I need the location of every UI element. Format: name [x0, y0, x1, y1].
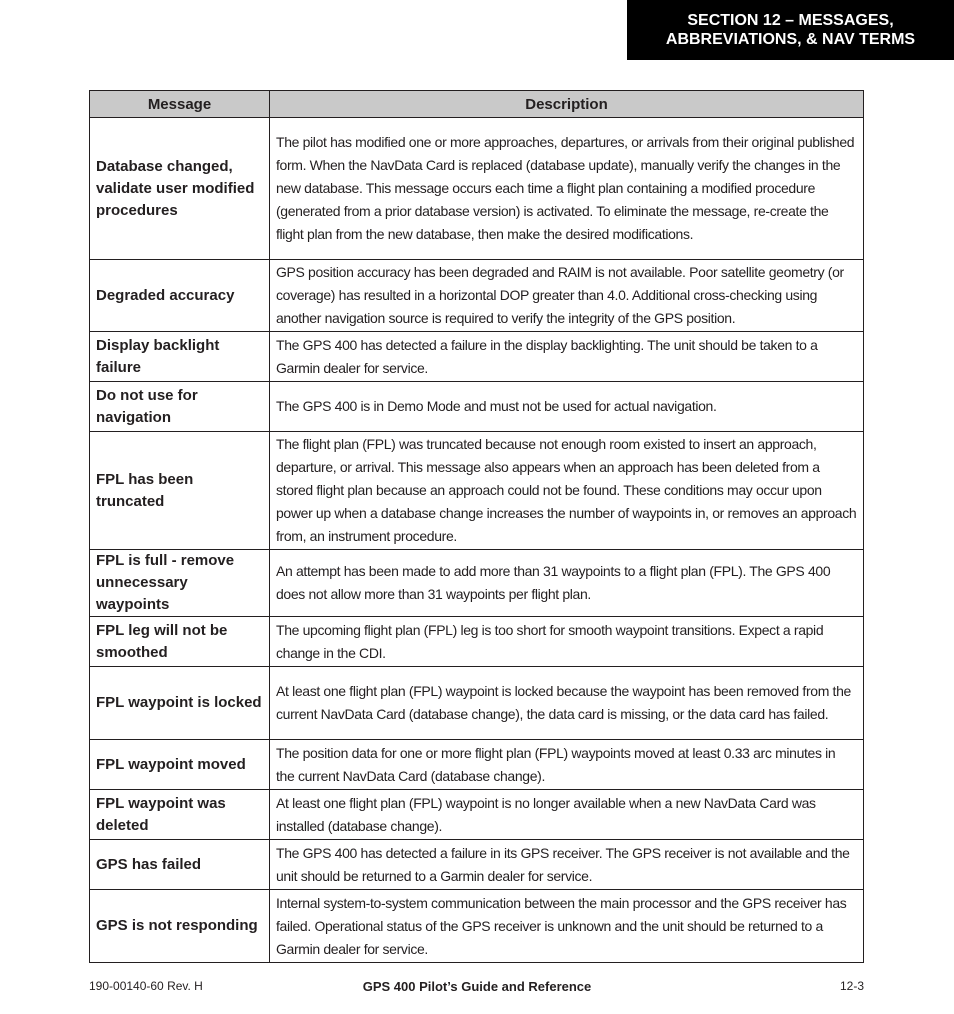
description-cell: The pilot has modified one or more approaches, departures, or arrivals from their original published form. When the NavData Card is replaced (database update), manually verify the changes in the new database. This message occurs each time a flight plan containing a modified procedure (generated from a prior database version) is activated. To eliminate the message, re-create the flight plan from the new database, then make the desired modifications. — [270, 118, 864, 260]
messages-table — [89, 90, 864, 963]
message-cell: FPL is full - remove unnecessary waypoints — [90, 550, 270, 617]
table-row — [90, 118, 864, 260]
section-title-line-1: SECTION 12 – MESSAGES, — [687, 12, 894, 29]
table-row — [90, 790, 864, 840]
column-header-description: Description — [270, 91, 864, 118]
section-header-tab — [627, 0, 954, 60]
message-cell: GPS has failed — [90, 840, 270, 890]
message-cell: Degraded accuracy — [90, 260, 270, 332]
table-row — [90, 260, 864, 332]
description-cell: At least one flight plan (FPL) waypoint is locked because the waypoint has been removed from the current NavData Card (database change), the data card is missing, or the data card has failed. — [270, 667, 864, 740]
table-row — [90, 382, 864, 432]
description-cell: GPS position accuracy has been degraded and RAIM is not available. Poor satellite geometry (or coverage) has resulted in a horizontal DOP greater than 4.0. Additional cross-checking using another navigation source is required to verify the integrity of the GPS position. — [270, 260, 864, 332]
message-cell: FPL leg will not be smoothed — [90, 617, 270, 667]
message-cell: Database changed, validate user modified procedures — [90, 118, 270, 260]
table-row — [90, 550, 864, 617]
description-cell: The GPS 400 has detected a failure in its GPS receiver. The GPS receiver is not available and the unit should be returned to a Garmin dealer for service. — [270, 840, 864, 890]
description-cell: The position data for one or more flight plan (FPL) waypoints moved at least 0.33 arc minutes in the current NavData Card (database change). — [270, 740, 864, 790]
table-row — [90, 332, 864, 382]
table-row — [90, 432, 864, 550]
description-cell: The flight plan (FPL) was truncated because not enough room existed to insert an approach, departure, or arrival. This message also appears when an approach has been deleted from a stored flight plan because an approach could not be found. These conditions may occur upon power up when a database change increases the number of waypoints in, or removes an approach from, an instrument procedure. — [270, 432, 864, 550]
message-cell: FPL waypoint is locked — [90, 667, 270, 740]
footer-doc-number: 190-00140-60 Rev. H — [89, 979, 203, 993]
footer-page-number: 12-3 — [839, 979, 864, 993]
message-cell: FPL has been truncated — [90, 432, 270, 550]
table-header-row — [90, 91, 864, 118]
message-cell: Do not use for navigation — [90, 382, 270, 432]
description-cell: At least one flight plan (FPL) waypoint is no longer available when a new NavData Card was installed (database change). — [270, 790, 864, 840]
description-cell: The GPS 400 is in Demo Mode and must not be used for actual navigation. — [270, 382, 864, 432]
message-cell: FPL waypoint was deleted — [90, 790, 270, 840]
description-cell: The upcoming flight plan (FPL) leg is too short for smooth waypoint transitions. Expect a rapid change in the CDI. — [270, 617, 864, 667]
column-header-message: Message — [90, 91, 270, 118]
table-row — [90, 740, 864, 790]
message-cell: Display backlight failure — [90, 332, 270, 382]
table-row — [90, 667, 864, 740]
section-title-line-2: ABBREVIATIONS, & NAV TERMS — [665, 31, 916, 48]
table-row — [90, 617, 864, 667]
footer-title: GPS 400 Pilot’s Guide and Reference — [362, 979, 592, 994]
description-cell: Internal system-to-system communication between the main processor and the GPS receiver has failed. Operational status of the GPS receiver is unknown and the unit should be returned to a Garmin dealer for service. — [270, 890, 864, 963]
description-cell: An attempt has been made to add more than 31 waypoints to a flight plan (FPL). The GPS 400 does not allow more than 31 waypoints per flight plan. — [270, 550, 864, 617]
table-row — [90, 890, 864, 963]
message-cell: GPS is not responding — [90, 890, 270, 963]
message-cell: FPL waypoint moved — [90, 740, 270, 790]
table-row — [90, 840, 864, 890]
description-cell: The GPS 400 has detected a failure in the display backlighting. The unit should be taken to a Garmin dealer for service. — [270, 332, 864, 382]
